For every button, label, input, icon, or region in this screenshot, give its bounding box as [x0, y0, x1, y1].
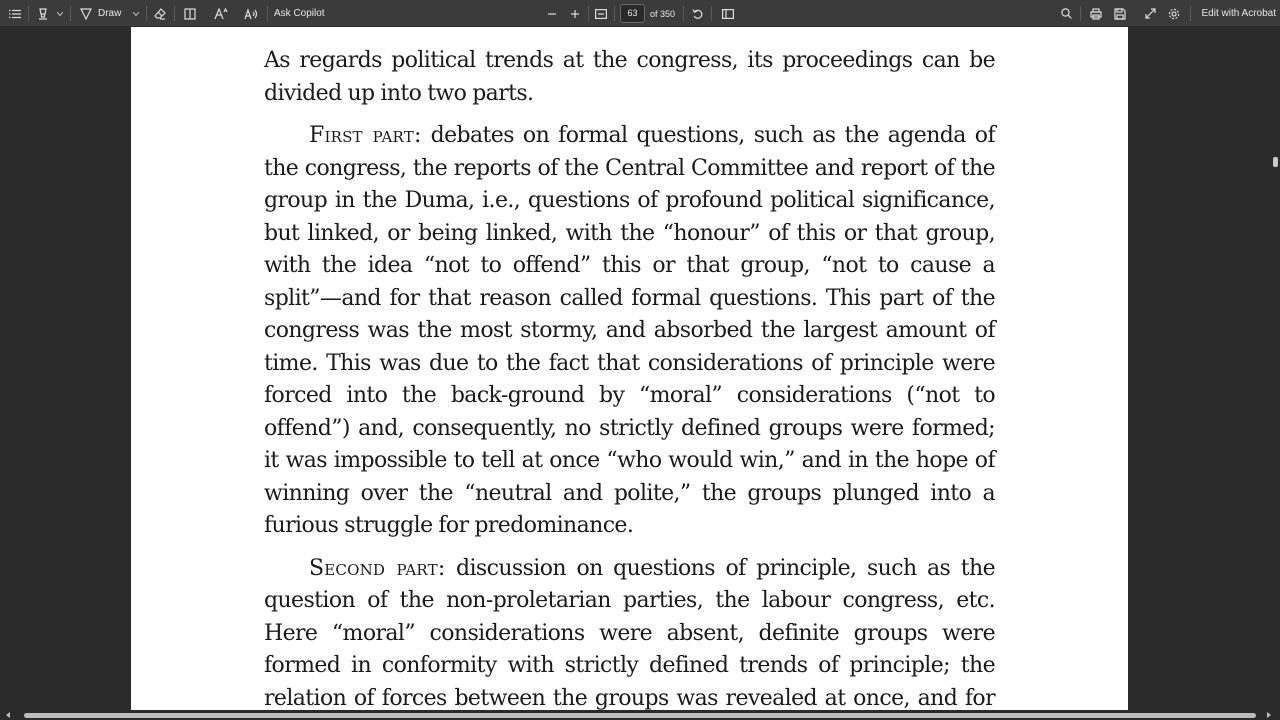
rotate-icon[interactable] [690, 0, 706, 27]
toolbar-separator [614, 6, 615, 21]
draw-options-chevron-down-icon[interactable] [131, 0, 141, 27]
toolbar-separator [588, 6, 589, 21]
toolbar-separator [1080, 6, 1081, 21]
paragraph-intro-text: As regards political trends at the congress, its proceedings can be divided up into two parts. [264, 48, 995, 106]
print-icon[interactable] [1088, 0, 1104, 27]
draw-icon [80, 8, 92, 20]
fit-page-icon[interactable] [593, 0, 609, 27]
toolbar-separator [711, 6, 712, 21]
edit-with-acrobat-label: Edit with Acrobat [1201, 8, 1276, 19]
zoom-in-icon[interactable] [567, 0, 583, 27]
vertical-scrollbar-thumb[interactable] [1273, 157, 1278, 167]
text-size-icon[interactable] [212, 0, 230, 27]
page-total [650, 0, 678, 27]
read-aloud-icon[interactable] [242, 0, 260, 27]
pdf-page [131, 27, 1128, 710]
second-part-text: discussion on questions of principle, such as the question of the non-proletarian parties, the labour congress, etc. Here “moral” considerations were absent, definite groups were formed in conformity with strictly defined trends of principle; the relation of forces between the groups was revealed at once, and for [264, 555, 995, 710]
zoom-out-icon[interactable] [544, 0, 560, 27]
toolbar-separator [174, 6, 175, 21]
view-layout-icon[interactable] [182, 0, 198, 27]
search-icon[interactable] [1058, 0, 1074, 27]
page-body-text [264, 45, 995, 710]
first-part-lead: First part: [309, 123, 422, 148]
expand-icon[interactable] [1142, 0, 1158, 27]
toolbar-separator [28, 6, 29, 21]
cut-off-heading [264, 27, 684, 29]
scroll-left-arrow-icon[interactable] [6, 712, 10, 718]
document-viewer[interactable] [0, 27, 1280, 710]
vertical-scrollbar[interactable] [1268, 27, 1280, 710]
toolbar [0, 0, 1280, 27]
toolbar-separator [1190, 6, 1191, 21]
highlight-options-chevron-down-icon[interactable] [55, 0, 65, 27]
scroll-right-arrow-icon[interactable] [1267, 712, 1271, 718]
ask-copilot-button[interactable] [274, 0, 330, 27]
toolbar-separator [146, 6, 147, 21]
save-icon[interactable] [1112, 0, 1128, 27]
two-page-view-icon[interactable] [720, 0, 736, 27]
toolbar-separator [683, 6, 684, 21]
page-number-input[interactable]: 63 [620, 4, 645, 23]
horizontal-scrollbar[interactable] [0, 710, 1280, 720]
horizontal-scrollbar-thumb[interactable] [24, 713, 1256, 718]
paragraph-second-part [264, 553, 995, 711]
draw-label: Draw [98, 8, 122, 19]
highlight-icon[interactable] [35, 0, 51, 27]
paragraph-intro [264, 45, 995, 110]
draw-button[interactable] [80, 0, 126, 27]
second-part-lead: Second part: [309, 555, 446, 581]
contents-icon[interactable] [7, 0, 23, 27]
edit-with-acrobat-button[interactable] [1196, 0, 1276, 27]
first-part-text: debates on formal questions, such as the agenda of the congress, the reports of the Central Committee and report of the group in the Duma, i.e., questions of profound political significance, but linked, or being linked, with the “honour” of this or that group, with the idea “not to offend” this or that group, “not to cause a split”—and for that reason called formal questions. This part of the congress was the most stormy, and absorbed the largest amount of time. This was due to the fact that considerations of principle were forced into the back-ground by “moral” considerations (“not to offend”) and, consequently, no strictly defined groups were formed; it was impossible to tell at once “who would win,” and in the hope of winning over the “neutral and polite,” the groups plunged into a furious struggle for predominance. [264, 123, 995, 538]
toolbar-separator [267, 6, 268, 21]
toolbar-separator [70, 6, 71, 21]
paragraph-first-part [264, 120, 995, 543]
eraser-icon[interactable] [152, 0, 168, 27]
page-total-label: of 350 [650, 8, 676, 19]
ask-copilot-label: Ask Copilot [274, 8, 325, 19]
settings-gear-icon[interactable] [1166, 0, 1182, 27]
